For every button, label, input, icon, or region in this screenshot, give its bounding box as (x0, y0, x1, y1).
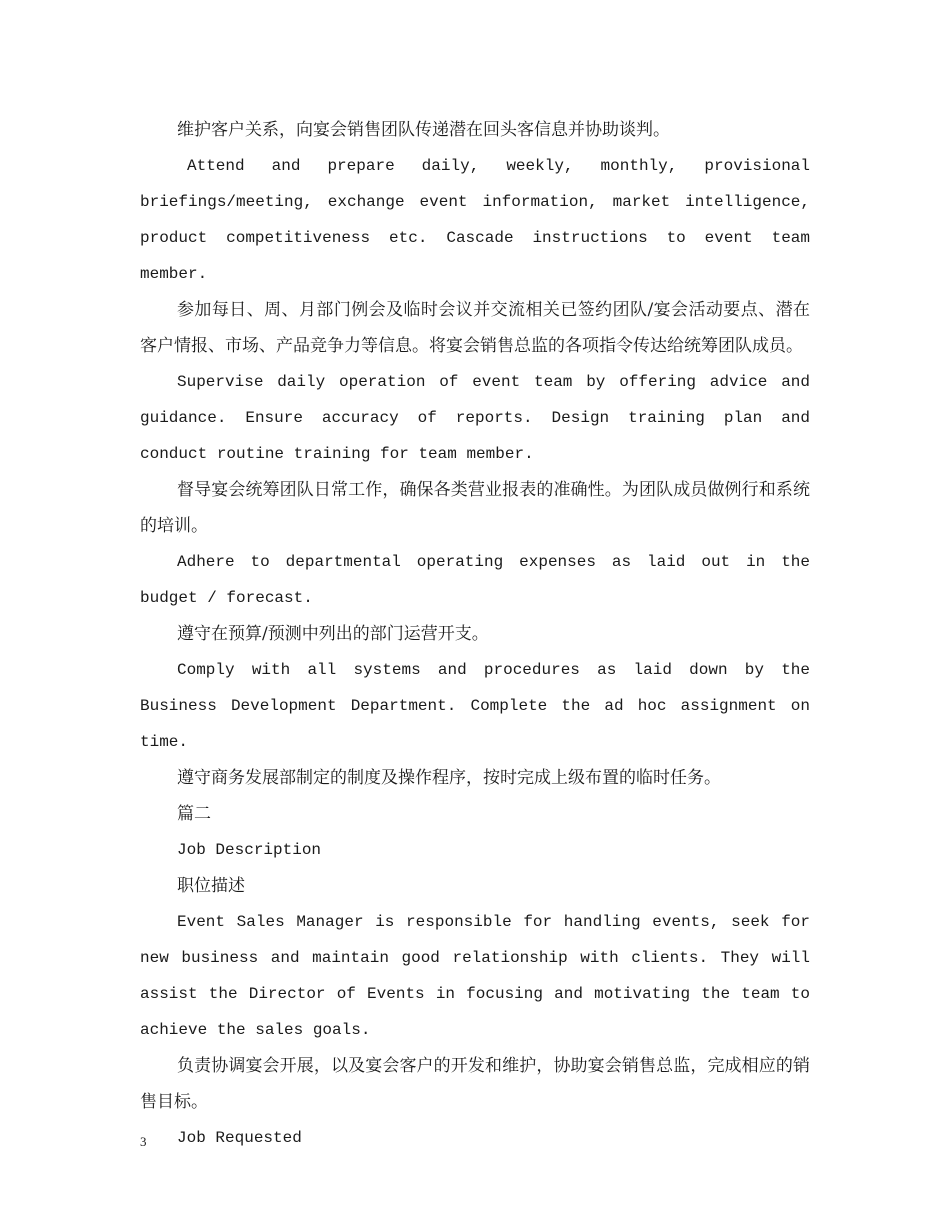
heading-job-description-zh: 职位描述 (177, 876, 245, 896)
heading-job-requested: Job Requested (177, 1129, 302, 1147)
document-body (140, 112, 810, 1156)
heading-job-description-en: Job Description (177, 841, 322, 859)
paragraph-en-event-sales-manager: Event Sales Manager is responsible for handling events, seek for new business and maintain good relationship with clients. They will assist the Director of Events in focusing and motivating the team to achieve the sales goals. (140, 913, 810, 1039)
paragraph-zh-maintain-relations: 维护客户关系，向宴会销售团队传递潜在回头客信息并协助谈判。 (177, 120, 670, 140)
paragraph-en-comply: Comply with all systems and procedures as laid down by the Business Development Department. Complete the ad hoc assignment on time. (140, 661, 810, 751)
section-heading-part-two: 篇二 (177, 804, 211, 824)
paragraph-zh-expenses: 遵守在预算/预测中列出的部门运营开支。 (177, 624, 489, 644)
paragraph-en-expenses: Adhere to departmental operating expenses as laid out in the budget / forecast. (140, 553, 810, 607)
paragraph-zh-supervise: 督导宴会统筹团队日常工作，确保各类营业报表的准确性。为团队成员做例行和系统的培训。 (140, 480, 810, 536)
paragraph-zh-comply: 遵守商务发展部制定的制度及操作程序，按时完成上级布置的临时任务。 (177, 768, 721, 788)
paragraph-en-briefings: Attend and prepare daily, weekly, monthly, provisional briefings/meeting, exchange event information, market intelligence, product competitiveness etc. Cascade instructions to event team member. (140, 157, 810, 283)
paragraph-zh-event-sales-manager: 负责协调宴会开展，以及宴会客户的开发和维护，协助宴会销售总监，完成相应的销售目标。 (140, 1056, 810, 1112)
page-number: 3 (140, 1134, 147, 1149)
paragraph-zh-briefings: 参加每日、周、月部门例会及临时会议并交流相关已签约团队/宴会活动要点、潜在客户情报、市场、产品竞争力等信息。将宴会销售总监的各项指令传达给统筹团队成员。 (140, 300, 810, 356)
paragraph-en-supervise: Supervise daily operation of event team by offering advice and guidance. Ensure accuracy of reports. Design training plan and conduct routine training for team member. (140, 373, 810, 463)
